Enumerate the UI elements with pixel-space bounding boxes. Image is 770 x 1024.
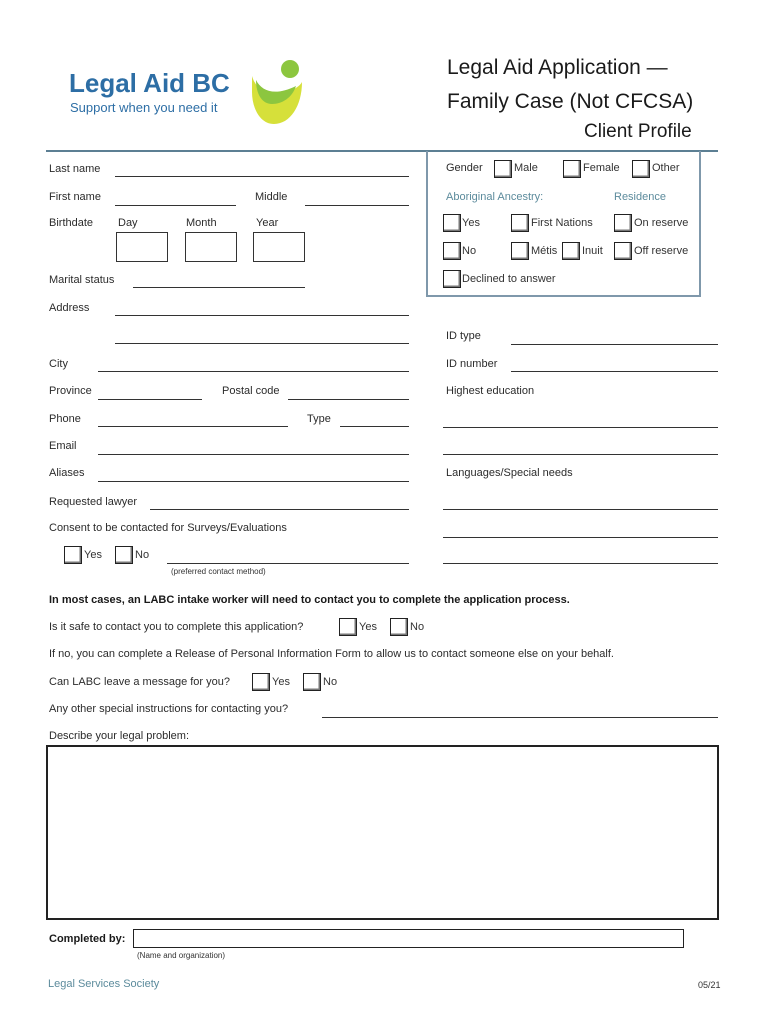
- metis-label: Métis: [531, 245, 558, 257]
- province-field[interactable]: [98, 399, 202, 400]
- safe-contact-no-label: No: [410, 621, 425, 633]
- form-subtitle: Client Profile: [584, 121, 692, 142]
- aliases-field[interactable]: [98, 481, 409, 482]
- safe-contact-yes-label: Yes: [359, 621, 377, 633]
- consent-label: Consent to be contacted for Surveys/Evaluations: [49, 522, 287, 534]
- declined-checkbox[interactable]: [443, 270, 461, 288]
- day-label: Day: [118, 217, 138, 229]
- city-label: City: [49, 358, 68, 370]
- month-label: Month: [186, 217, 217, 229]
- phone-type-label: Type: [307, 413, 331, 425]
- off-reserve-label: Off reserve: [634, 245, 689, 257]
- last-name-field[interactable]: [115, 176, 409, 177]
- safe-contact-question: Is it safe to contact you to complete this application?: [49, 621, 304, 633]
- education-line2-field[interactable]: [443, 454, 718, 455]
- completed-by-field[interactable]: [133, 929, 684, 948]
- special-instructions-field[interactable]: [322, 717, 718, 718]
- inuit-checkbox[interactable]: [562, 242, 580, 260]
- gender-label: Gender: [446, 162, 483, 174]
- postal-code-field[interactable]: [288, 399, 409, 400]
- residence-heading: Residence: [614, 191, 666, 203]
- languages-label: Languages/Special needs: [446, 467, 573, 479]
- id-number-field[interactable]: [511, 371, 718, 372]
- phone-field[interactable]: [98, 426, 288, 427]
- inuit-label: Inuit: [582, 245, 603, 257]
- gender-other-label: Other: [652, 162, 680, 174]
- release-form-note: If no, you can complete a Release of Personal Information Form to allow us to contact someone else on your behalf.: [49, 648, 614, 660]
- languages-line3-field[interactable]: [443, 563, 718, 564]
- address-label: Address: [49, 302, 90, 314]
- preferred-contact-caption: (preferred contact method): [171, 567, 266, 576]
- postal-code-label: Postal code: [222, 385, 280, 397]
- contact-intro: In most cases, an LABC intake worker will need to contact you to complete the application process.: [49, 594, 570, 606]
- email-label: Email: [49, 440, 77, 452]
- phone-label: Phone: [49, 413, 81, 425]
- logo-tagline: Support when you need it: [70, 100, 218, 115]
- phone-type-field[interactable]: [340, 426, 409, 427]
- education-line1-field[interactable]: [443, 427, 718, 428]
- leave-message-no-checkbox[interactable]: [303, 673, 321, 691]
- preferred-contact-field[interactable]: [167, 563, 409, 564]
- consent-no-label: No: [135, 549, 150, 561]
- middle-name-label: Middle: [255, 191, 288, 203]
- gender-male-checkbox[interactable]: [494, 160, 512, 178]
- legal-problem-textarea[interactable]: [46, 745, 719, 920]
- ancestry-yes-label: Yes: [462, 217, 480, 229]
- form-title-line1: Legal Aid Application —: [447, 56, 668, 79]
- year-label: Year: [256, 217, 279, 229]
- metis-checkbox[interactable]: [511, 242, 529, 260]
- completed-by-label: Completed by:: [49, 933, 126, 945]
- middle-name-field[interactable]: [305, 205, 409, 206]
- languages-line2-field[interactable]: [443, 537, 718, 538]
- first-nations-checkbox[interactable]: [511, 214, 529, 232]
- logo-figure-icon: [246, 56, 306, 128]
- ancestry-no-checkbox[interactable]: [443, 242, 461, 260]
- birth-day-field[interactable]: [116, 232, 168, 262]
- leave-message-yes-label: Yes: [272, 676, 290, 688]
- requested-lawyer-field[interactable]: [150, 509, 409, 510]
- id-type-field[interactable]: [511, 344, 718, 345]
- off-reserve-checkbox[interactable]: [614, 242, 632, 260]
- leave-message-no-label: No: [323, 676, 338, 688]
- consent-no-checkbox[interactable]: [115, 546, 133, 564]
- marital-status-field[interactable]: [133, 287, 305, 288]
- logo: [60, 56, 310, 130]
- requested-lawyer-label: Requested lawyer: [49, 496, 138, 508]
- consent-yes-label: Yes: [84, 549, 102, 561]
- birthdate-label: Birthdate: [49, 217, 94, 229]
- ancestry-no-label: No: [462, 245, 477, 257]
- logo-name: Legal Aid BC: [69, 68, 230, 98]
- first-name-field[interactable]: [115, 205, 236, 206]
- leave-message-question: Can LABC leave a message for you?: [49, 676, 230, 688]
- describe-problem-label: Describe your legal problem:: [49, 730, 190, 742]
- name-org-caption: (Name and organization): [137, 951, 226, 960]
- address-line2-field[interactable]: [115, 343, 409, 344]
- email-field[interactable]: [98, 454, 409, 455]
- consent-yes-checkbox[interactable]: [64, 546, 82, 564]
- gender-female-label: Female: [583, 162, 620, 174]
- form-title-line2: Family Case (Not CFCSA): [447, 90, 694, 113]
- footer-society: Legal Services Society: [48, 978, 160, 990]
- gender-male-label: Male: [514, 162, 538, 174]
- first-nations-label: First Nations: [531, 217, 593, 229]
- birth-year-field[interactable]: [253, 232, 305, 262]
- gender-other-checkbox[interactable]: [632, 160, 650, 178]
- city-field[interactable]: [98, 371, 409, 372]
- form-version: 05/21: [698, 980, 721, 990]
- marital-status-label: Marital status: [49, 274, 115, 286]
- safe-contact-yes-checkbox[interactable]: [339, 618, 357, 636]
- birth-month-field[interactable]: [185, 232, 237, 262]
- ancestry-yes-checkbox[interactable]: [443, 214, 461, 232]
- leave-message-yes-checkbox[interactable]: [252, 673, 270, 691]
- aboriginal-ancestry-heading: Aboriginal Ancestry:: [446, 191, 544, 203]
- languages-line1-field[interactable]: [443, 509, 718, 510]
- first-name-label: First name: [49, 191, 101, 203]
- highest-education-label: Highest education: [446, 385, 535, 397]
- id-number-label: ID number: [446, 358, 498, 370]
- on-reserve-label: On reserve: [634, 217, 689, 229]
- special-instructions-label: Any other special instructions for contacting you?: [49, 703, 289, 715]
- aliases-label: Aliases: [49, 467, 85, 479]
- last-name-label: Last name: [49, 163, 101, 175]
- address-line1-field[interactable]: [115, 315, 409, 316]
- on-reserve-checkbox[interactable]: [614, 214, 632, 232]
- declined-label: Declined to answer: [462, 273, 556, 285]
- safe-contact-no-checkbox[interactable]: [390, 618, 408, 636]
- id-type-label: ID type: [446, 330, 481, 342]
- gender-female-checkbox[interactable]: [563, 160, 581, 178]
- province-label: Province: [49, 385, 92, 397]
